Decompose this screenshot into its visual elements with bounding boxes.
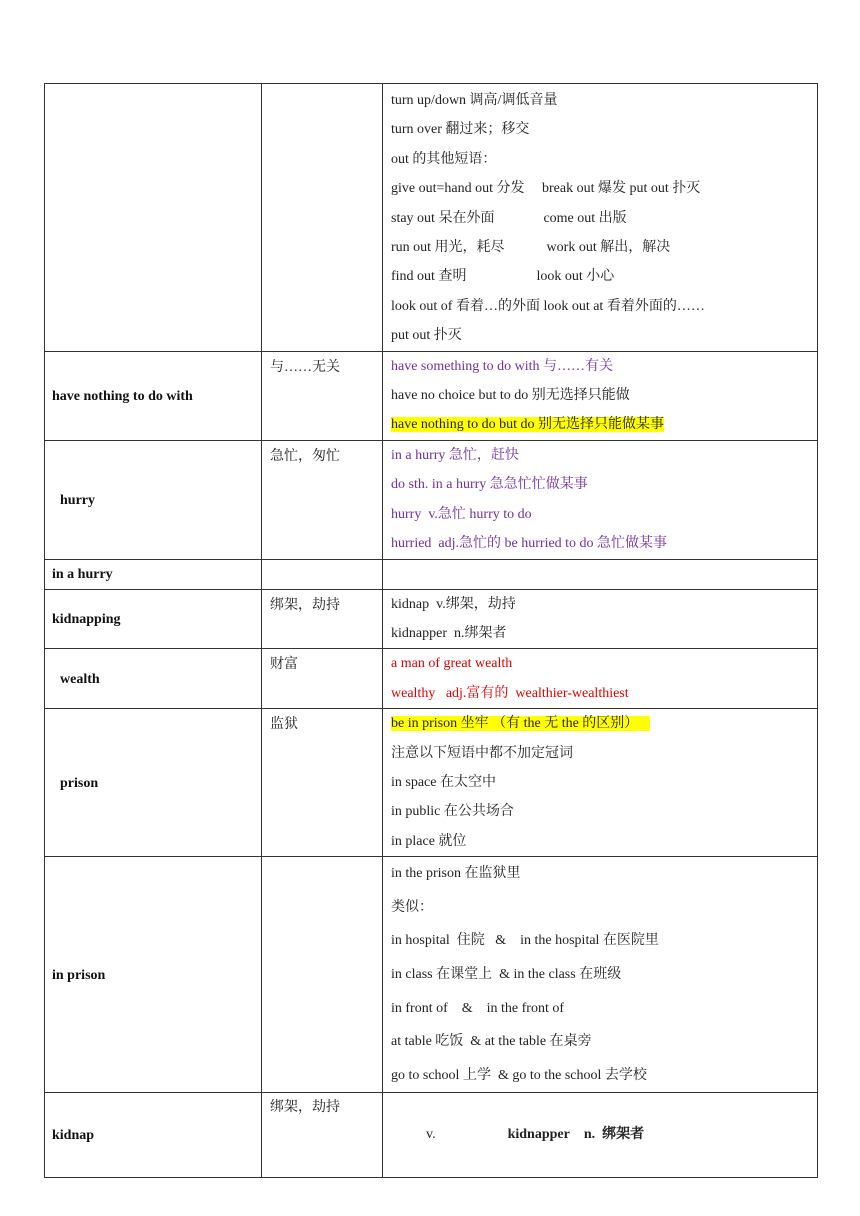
meaning-cell — [262, 559, 383, 589]
usage-line: in public 在公共场合 — [391, 804, 514, 820]
usage-line: kidnapper n.绑架者 — [391, 625, 507, 641]
usage-line: in the prison 在监狱里 — [391, 866, 521, 882]
usage-line: kidnap v.绑架，劫持 — [391, 596, 516, 612]
usage-line: 类似： — [391, 899, 433, 915]
table-row — [45, 351, 818, 440]
usage-cell — [383, 857, 818, 1093]
word-label: in a hurry — [52, 567, 113, 582]
usage-line: 注意以下短语中都不加定冠词 — [391, 745, 573, 761]
usage-line: hurry v.急忙 hurry to do — [391, 506, 532, 522]
usage-line: hurried adj.急忙的 be hurried to do 急忙做某事 — [391, 536, 668, 552]
word-label: kidnapping — [52, 611, 121, 627]
table-row — [45, 559, 818, 589]
usage-cell — [383, 351, 818, 440]
table-row — [45, 857, 818, 1093]
meaning-cell — [262, 351, 383, 440]
vocabulary-table — [44, 83, 818, 1178]
word-cell — [45, 559, 262, 589]
table-row — [45, 1093, 818, 1178]
word-cell — [45, 649, 262, 709]
usage-cell — [383, 84, 818, 352]
usage-line: stay out 呆在外面 come out 出版 — [391, 210, 627, 226]
usage-line: at table 吃饭 & at the table 在桌旁 — [391, 1034, 592, 1050]
word-label: have nothing to do with — [52, 388, 193, 404]
usage-line: go to school 上学 & go to the school 去学校 — [391, 1067, 647, 1083]
usage-cell — [383, 559, 818, 589]
table-row — [45, 84, 818, 352]
word-label: kidnap — [52, 1128, 95, 1144]
usage-line: give out=hand out 分发 break out 爆发 put out 扑灭 — [391, 181, 701, 197]
highlighted-usage-line: be in prison 坐牢 （有 the 无 the 的区别） — [391, 716, 650, 731]
usage-line: out 的其他短语： — [391, 151, 497, 167]
table-row — [45, 649, 818, 709]
highlighted-usage-line: have nothing to do but do 别无选择只能做某事 — [391, 417, 664, 433]
pos-label: v. — [426, 1127, 436, 1143]
table-row — [45, 440, 818, 559]
usage-line: run out 用光，耗尽 work out 解出，解决 — [391, 240, 671, 256]
meaning-cell — [262, 440, 383, 559]
meaning-label: 急忙，匆忙 — [270, 448, 340, 464]
table-row — [45, 709, 818, 857]
usage-line: a man of great wealth — [391, 656, 513, 672]
usage-line: in space 在太空中 — [391, 774, 496, 790]
usage-line: have something to do with 与……有关 — [391, 358, 614, 374]
usage-line: look out of 看着…的外面 look out at 看着外面的…… — [391, 298, 705, 314]
meaning-label: 监狱 — [270, 717, 298, 733]
usage-cell — [383, 1093, 818, 1178]
usage-line: turn up/down 调高/调低音量 — [391, 93, 558, 108]
word-cell — [45, 589, 262, 649]
usage-cell — [383, 709, 818, 857]
meaning-cell — [262, 857, 383, 1093]
meaning-label: 财富 — [270, 657, 298, 673]
derived-word-meaning: n. 绑架者 — [583, 1127, 645, 1143]
word-cell — [45, 1093, 262, 1178]
meaning-label: 与……无关 — [270, 359, 340, 375]
word-cell — [45, 440, 262, 559]
usage-line: in a hurry 急忙，赶快 — [391, 447, 519, 463]
word-cell — [45, 84, 262, 352]
usage-cell — [383, 649, 818, 709]
usage-line: in place 就位 — [391, 833, 467, 849]
usage-line: have no choice but to do 别无选择只能做 — [391, 388, 630, 404]
word-label: prison — [60, 775, 99, 791]
usage-cell — [383, 589, 818, 649]
table-row — [45, 589, 818, 649]
meaning-label: 绑架，劫持 — [270, 1100, 340, 1116]
usage-line: do sth. in a hurry 急急忙忙做某事 — [391, 477, 588, 493]
usage-cell — [383, 440, 818, 559]
usage-line: turn over 翻过来；移交 — [391, 122, 530, 138]
meaning-cell — [262, 589, 383, 649]
meaning-cell — [262, 84, 383, 352]
word-cell — [45, 857, 262, 1093]
meaning-cell — [262, 709, 383, 857]
meaning-label: 绑架，劫持 — [270, 597, 340, 613]
usage-line: in class 在课堂上 & in the class 在班级 — [391, 966, 622, 982]
word-label: in prison — [52, 967, 106, 983]
usage-line: find out 查明 look out 小心 — [391, 269, 615, 285]
derived-word: kidnapper — [507, 1127, 570, 1143]
usage-line: wealthy adj.富有的 wealthier-wealthiest — [391, 685, 629, 701]
usage-line: put out 扑灭 — [391, 328, 462, 344]
word-cell — [45, 709, 262, 857]
meaning-cell — [262, 649, 383, 709]
word-label: hurry — [60, 492, 95, 508]
usage-line: in hospital 住院 & in the hospital 在医院里 — [391, 933, 659, 949]
usage-line: in front of & in the front of — [391, 1000, 565, 1016]
meaning-cell — [262, 1093, 383, 1178]
word-label: wealth — [60, 671, 100, 687]
word-cell — [45, 351, 262, 440]
